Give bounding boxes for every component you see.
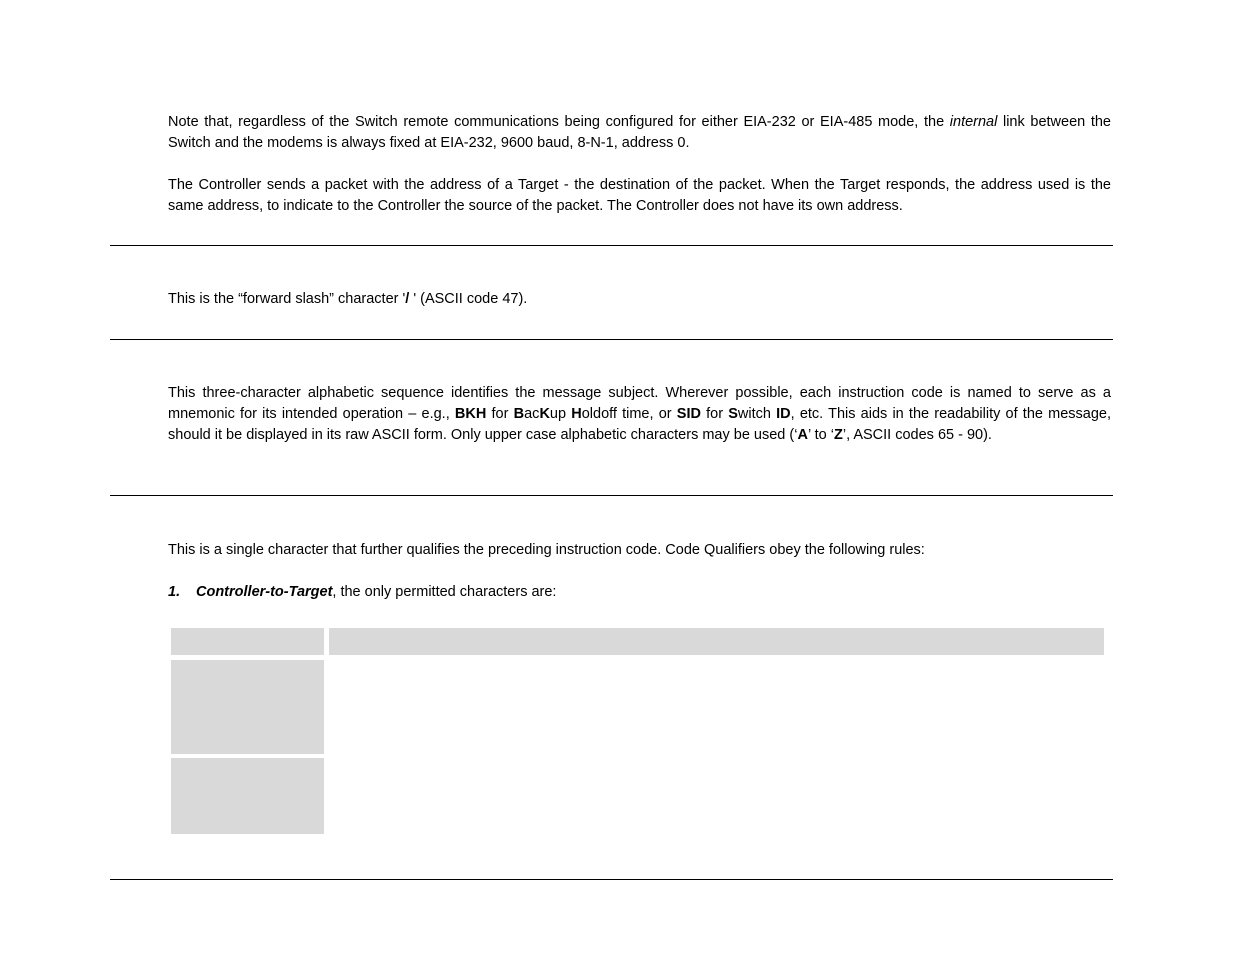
- table-row-label-cell: [171, 660, 324, 754]
- slash-character: /: [405, 291, 410, 307]
- table-row-label-cell: [171, 758, 324, 834]
- paragraph-instruction-code: This three-character alphabetic sequence identifies the message subject. Wherever possible, each instruction code is named to serve as a mnemonic for its intended operation – e.g., BKH for BacKup Holdoff time, or SID for Switch ID, etc. This aids in the readability of the message, should it be displayed in its raw ASCII form. Only upper case alphabetic characters may be used (‘A’ to ‘Z’, ASCII codes 65 - 90).: [168, 385, 1111, 443]
- section-divider: [110, 245, 1113, 246]
- list-number: 1.: [168, 584, 181, 600]
- list-item-controller-to-target: 1. Controller-to-Target, the only permitted characters are:: [168, 582, 1111, 603]
- paragraph-controller-address: The Controller sends a packet with the address of a Target - the destination of the packet. When the Target responds, the address used is the same address, to indicate to the Controller the source of the packet. The Controller does not have its own address.: [168, 177, 1111, 214]
- section-divider: [110, 879, 1113, 880]
- paragraph-code-qualifier: This is a single character that further qualifies the preceding instruction code. Code Qualifiers obey the following rules:: [168, 542, 925, 558]
- table-header-cell: [171, 628, 324, 655]
- paragraph-forward-slash: This is the “forward slash” character '/ ' (ASCII code 47).: [168, 291, 528, 307]
- paragraph-internal-link: Note that, regardless of the Switch remote communications being configured for either EIA-232 or EIA-485 mode, the internal link between the Switch and the modems is always fixed at EIA-232, 9600 baud, 8-N-1, address 0.: [168, 114, 1111, 151]
- emphasis-internal: internal: [949, 114, 998, 130]
- table-header-cell: [329, 628, 1104, 655]
- list-term: Controller-to-Target: [196, 584, 333, 600]
- section-divider: [110, 339, 1113, 340]
- section-divider: [110, 495, 1113, 496]
